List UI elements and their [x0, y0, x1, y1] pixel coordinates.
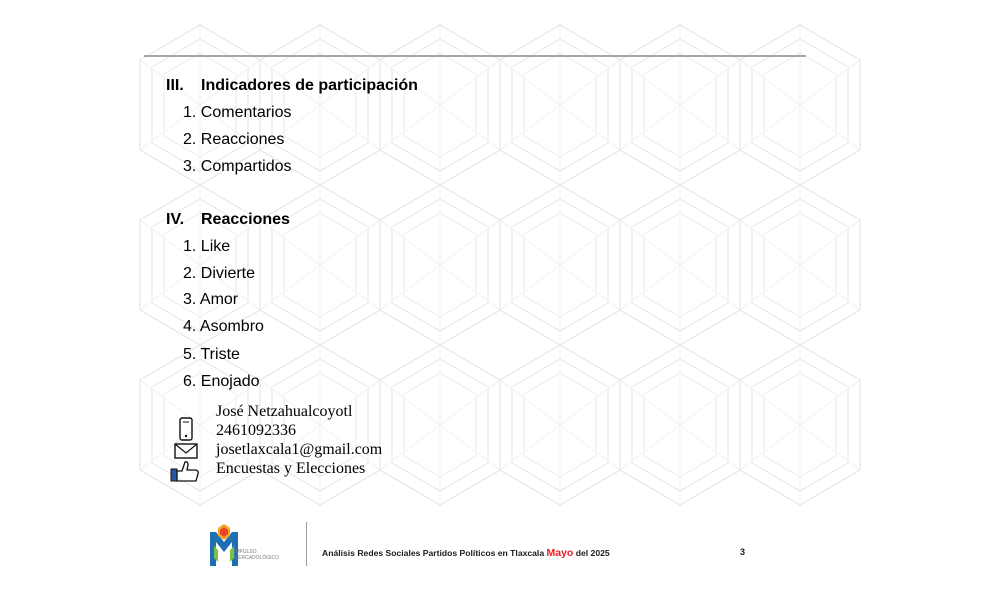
list-item: 6. Enojado [183, 373, 260, 390]
contact-page: Encuestas y Elecciones [216, 460, 366, 477]
section-heading-iii [166, 76, 418, 96]
list-item: 2. Divierte [183, 265, 256, 282]
contact-name: José Netzahualcoyotl [216, 403, 353, 420]
contact-email: josetlaxcala1@gmail.com [216, 441, 383, 458]
thumbs-up-icon [171, 462, 198, 481]
section-numeral: IV. [166, 211, 185, 228]
impulso-mercadologico-logo [208, 522, 294, 568]
list-item: 5. Triste [183, 346, 240, 363]
list-item: 1. Comentarios [183, 104, 292, 121]
envelope-icon [175, 444, 197, 458]
logo-line-2: MERCADOLÓGICO [234, 555, 280, 561]
section-heading-iv [166, 210, 290, 230]
list-item: 4. Asombro [183, 318, 264, 335]
section-title: Indicadores de participación [201, 77, 418, 94]
section-title: Reacciones [201, 211, 290, 228]
page-number: 3 [740, 547, 746, 557]
section-numeral: III. [166, 77, 184, 94]
top-rule [144, 55, 806, 57]
contact-icons [168, 416, 208, 486]
phone-icon [180, 418, 192, 440]
list-item: 1. Like [183, 238, 231, 255]
list-item: 3. Amor [183, 291, 239, 308]
footer-divider [306, 522, 307, 566]
logo-line-1: IMPULSO [234, 549, 257, 555]
logo-mark-icon [208, 522, 240, 568]
logo-text [234, 549, 279, 561]
footer-text-start: Análisis Redes Sociales Partidos Políticos en Tlaxcala [322, 548, 547, 558]
footer-caption [322, 547, 610, 559]
list-item: 2. Reacciones [183, 131, 285, 148]
footer-text-end: del 2025 [573, 548, 610, 558]
list-item: 3. Compartidos [183, 158, 292, 175]
contact-phone: 2461092336 [216, 422, 296, 439]
footer-month: Mayo [546, 547, 574, 559]
